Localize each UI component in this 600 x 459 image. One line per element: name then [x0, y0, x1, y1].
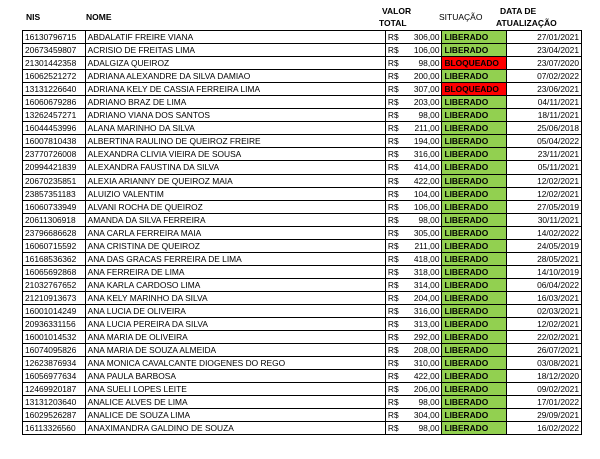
- situacao-cell: BLOQUEADO: [442, 83, 507, 96]
- data-cell: 24/05/2019: [507, 239, 582, 252]
- situacao-cell: LIBERADO: [442, 278, 507, 291]
- valor-cell: 98,00: [400, 396, 442, 409]
- currency-cell: R$: [385, 161, 400, 174]
- valor-cell: 211,00: [400, 239, 442, 252]
- nome-cell: ALEXANDRA CLIVIA VIEIRA DE SOUSA: [85, 148, 385, 161]
- data-cell: 07/02/2022: [507, 70, 582, 83]
- nis-cell: 16044453996: [23, 122, 86, 135]
- nis-cell: 16060679286: [23, 96, 86, 109]
- valor-cell: 211,00: [400, 122, 442, 135]
- data-cell: 03/08/2021: [507, 357, 582, 370]
- valor-cell: 318,00: [400, 265, 442, 278]
- table-row: [23, 370, 582, 383]
- situacao-cell: LIBERADO: [442, 70, 507, 83]
- table-row: [23, 291, 582, 304]
- situacao-cell: LIBERADO: [442, 96, 507, 109]
- situacao-cell: LIBERADO: [442, 109, 507, 122]
- currency-cell: R$: [385, 213, 400, 226]
- valor-cell: 292,00: [400, 331, 442, 344]
- nome-cell: ANA CRISTINA DE QUEIROZ: [85, 239, 385, 252]
- table-row: [23, 396, 582, 409]
- data-cell: 12/02/2021: [507, 318, 582, 331]
- data-cell: 30/11/2021: [507, 213, 582, 226]
- situacao-cell: LIBERADO: [442, 187, 507, 200]
- table-row: [23, 109, 582, 122]
- situacao-cell: LIBERADO: [442, 291, 507, 304]
- header-total: TOTAL: [379, 18, 407, 28]
- nome-cell: ALANA MARINHO DA SILVA: [85, 122, 385, 135]
- data-cell: 22/02/2021: [507, 331, 582, 344]
- valor-cell: 307,00: [400, 83, 442, 96]
- header-nome: NOME: [86, 12, 112, 22]
- data-cell: 29/09/2021: [507, 409, 582, 422]
- situacao-cell: LIBERADO: [442, 148, 507, 161]
- nome-cell: ADRIANO BRAZ DE LIMA: [85, 96, 385, 109]
- table-row: [23, 422, 582, 435]
- nis-cell: 23796686628: [23, 226, 86, 239]
- nis-cell: 21301442358: [23, 57, 86, 70]
- situacao-cell: LIBERADO: [442, 200, 507, 213]
- nis-cell: 16060733949: [23, 200, 86, 213]
- currency-cell: R$: [385, 383, 400, 396]
- data-cell: 12/02/2021: [507, 174, 582, 187]
- currency-cell: R$: [385, 96, 400, 109]
- data-cell: 25/06/2018: [507, 122, 582, 135]
- nome-cell: ANA CARLA FERREIRA MAIA: [85, 226, 385, 239]
- currency-cell: R$: [385, 70, 400, 83]
- valor-cell: 304,00: [400, 409, 442, 422]
- nis-cell: 20670235851: [23, 174, 86, 187]
- table-row: [23, 161, 582, 174]
- currency-cell: R$: [385, 109, 400, 122]
- valor-cell: 316,00: [400, 304, 442, 317]
- table-row: [23, 318, 582, 331]
- valor-cell: 414,00: [400, 161, 442, 174]
- valor-cell: 313,00: [400, 318, 442, 331]
- currency-cell: R$: [385, 187, 400, 200]
- valor-cell: 422,00: [400, 174, 442, 187]
- situacao-cell: LIBERADO: [442, 252, 507, 265]
- valor-cell: 106,00: [400, 200, 442, 213]
- valor-cell: 98,00: [400, 213, 442, 226]
- situacao-cell: LIBERADO: [442, 122, 507, 135]
- data-cell: 23/06/2021: [507, 83, 582, 96]
- valor-cell: 305,00: [400, 226, 442, 239]
- currency-cell: R$: [385, 344, 400, 357]
- data-cell: 23/07/2020: [507, 57, 582, 70]
- situacao-cell: LIBERADO: [442, 226, 507, 239]
- nis-cell: 16130796715: [23, 31, 86, 44]
- valor-cell: 208,00: [400, 344, 442, 357]
- data-cell: 18/11/2021: [507, 109, 582, 122]
- situacao-cell: LIBERADO: [442, 135, 507, 148]
- table-row: [23, 96, 582, 109]
- table-row: [23, 409, 582, 422]
- table-row: [23, 31, 582, 44]
- valor-cell: 314,00: [400, 278, 442, 291]
- currency-cell: R$: [385, 265, 400, 278]
- header-data: DATA DE: [500, 6, 537, 16]
- valor-cell: 310,00: [400, 357, 442, 370]
- nis-cell: 16007810438: [23, 135, 86, 148]
- situacao-cell: LIBERADO: [442, 344, 507, 357]
- data-cell: 05/11/2021: [507, 161, 582, 174]
- data-cell: 06/04/2022: [507, 278, 582, 291]
- nis-cell: 23770726008: [23, 148, 86, 161]
- header-situacao: SITUAÇÃO: [439, 12, 483, 22]
- currency-cell: R$: [385, 135, 400, 148]
- nome-cell: ANA MONICA CAVALCANTE DIOGENES DO REGO: [85, 357, 385, 370]
- nis-cell: 16168536362: [23, 252, 86, 265]
- nome-cell: ANA FERREIRA DE LIMA: [85, 265, 385, 278]
- nome-cell: ANA KELY MARINHO DA SILVA: [85, 291, 385, 304]
- header-atualizacao: ATUALIZAÇÃO: [496, 18, 557, 28]
- nis-cell: 16060715592: [23, 239, 86, 252]
- valor-cell: 98,00: [400, 422, 442, 435]
- valor-cell: 316,00: [400, 148, 442, 161]
- table-row: [23, 57, 582, 70]
- situacao-cell: LIBERADO: [442, 213, 507, 226]
- currency-cell: R$: [385, 200, 400, 213]
- data-cell: 02/03/2021: [507, 304, 582, 317]
- records-body: [23, 31, 582, 435]
- table-row: [23, 200, 582, 213]
- currency-cell: R$: [385, 226, 400, 239]
- table-row: [23, 278, 582, 291]
- nis-cell: 13131226640: [23, 83, 86, 96]
- situacao-cell: LIBERADO: [442, 265, 507, 278]
- table-row: [23, 187, 582, 200]
- nis-cell: 21032767652: [23, 278, 86, 291]
- data-cell: 27/01/2021: [507, 31, 582, 44]
- table-row: [23, 304, 582, 317]
- nis-cell: 16065692868: [23, 265, 86, 278]
- data-cell: 05/04/2022: [507, 135, 582, 148]
- nis-cell: 13131203640: [23, 396, 86, 409]
- situacao-cell: LIBERADO: [442, 174, 507, 187]
- nome-cell: ANA MARIA DE SOUZA ALMEIDA: [85, 344, 385, 357]
- currency-cell: R$: [385, 331, 400, 344]
- valor-cell: 422,00: [400, 370, 442, 383]
- currency-cell: R$: [385, 174, 400, 187]
- situacao-cell: LIBERADO: [442, 31, 507, 44]
- currency-cell: R$: [385, 304, 400, 317]
- table-row: [23, 148, 582, 161]
- nome-cell: ALEXIA ARIANNY DE QUEIROZ MAIA: [85, 174, 385, 187]
- valor-cell: 98,00: [400, 57, 442, 70]
- data-cell: 27/05/2019: [507, 200, 582, 213]
- currency-cell: R$: [385, 239, 400, 252]
- situacao-cell: LIBERADO: [442, 409, 507, 422]
- nome-cell: ALVANI ROCHA DE QUEIROZ: [85, 200, 385, 213]
- valor-cell: 204,00: [400, 291, 442, 304]
- nis-cell: 23857351183: [23, 187, 86, 200]
- table-row: [23, 265, 582, 278]
- table-row: [23, 344, 582, 357]
- nis-cell: 16062521272: [23, 70, 86, 83]
- nis-cell: 16113326560: [23, 422, 86, 435]
- nis-cell: 16001014249: [23, 304, 86, 317]
- header-nis: NIS: [26, 12, 41, 22]
- data-cell: 04/11/2021: [507, 96, 582, 109]
- table-row: [23, 83, 582, 96]
- table-row: [23, 383, 582, 396]
- situacao-cell: LIBERADO: [442, 318, 507, 331]
- nome-cell: ANA SUELI LOPES LEITE: [85, 383, 385, 396]
- currency-cell: R$: [385, 370, 400, 383]
- currency-cell: R$: [385, 396, 400, 409]
- nome-cell: ABDALATIF FREIRE VIANA: [85, 31, 385, 44]
- nis-cell: 20936331156: [23, 318, 86, 331]
- nome-cell: ANA PAULA BARBOSA: [85, 370, 385, 383]
- data-cell: 12/02/2021: [507, 187, 582, 200]
- nome-cell: ADRIANA KELY DE CASSIA FERREIRA LIMA: [85, 83, 385, 96]
- nome-cell: ANAXIMANDRA GALDINO DE SOUZA: [85, 422, 385, 435]
- table-row: [23, 70, 582, 83]
- table-row: [23, 357, 582, 370]
- nome-cell: ALEXANDRA FAUSTINA DA SILVA: [85, 161, 385, 174]
- nome-cell: ANALICE DE SOUZA LIMA: [85, 409, 385, 422]
- data-cell: 23/04/2021: [507, 44, 582, 57]
- valor-cell: 98,00: [400, 109, 442, 122]
- currency-cell: R$: [385, 44, 400, 57]
- nome-cell: ADALGIZA QUEIROZ: [85, 57, 385, 70]
- currency-cell: R$: [385, 357, 400, 370]
- valor-cell: 306,00: [400, 31, 442, 44]
- valor-cell: 104,00: [400, 187, 442, 200]
- data-cell: 18/12/2020: [507, 370, 582, 383]
- data-cell: 09/02/2021: [507, 383, 582, 396]
- table-row: [23, 331, 582, 344]
- currency-cell: R$: [385, 122, 400, 135]
- table-row: [23, 226, 582, 239]
- nome-cell: ADRIANA ALEXANDRE DA SILVA DAMIAO: [85, 70, 385, 83]
- currency-cell: R$: [385, 148, 400, 161]
- currency-cell: R$: [385, 422, 400, 435]
- situacao-cell: LIBERADO: [442, 161, 507, 174]
- data-cell: 28/05/2021: [507, 252, 582, 265]
- nome-cell: ANA DAS GRACAS FERREIRA DE LIMA: [85, 252, 385, 265]
- situacao-cell: LIBERADO: [442, 304, 507, 317]
- currency-cell: R$: [385, 83, 400, 96]
- table-row: [23, 122, 582, 135]
- nis-cell: 12623876934: [23, 357, 86, 370]
- nis-cell: 16074095826: [23, 344, 86, 357]
- table-row: [23, 252, 582, 265]
- nis-cell: 16001014532: [23, 331, 86, 344]
- nis-cell: 12469920187: [23, 383, 86, 396]
- data-cell: 26/07/2021: [507, 344, 582, 357]
- valor-cell: 194,00: [400, 135, 442, 148]
- nome-cell: AMANDA DA SILVA FERREIRA: [85, 213, 385, 226]
- nis-cell: 20611306918: [23, 213, 86, 226]
- nis-cell: 20994421839: [23, 161, 86, 174]
- table-row: [23, 239, 582, 252]
- nome-cell: ANA KARLA CARDOSO LIMA: [85, 278, 385, 291]
- situacao-cell: LIBERADO: [442, 370, 507, 383]
- currency-cell: R$: [385, 278, 400, 291]
- table-row: [23, 213, 582, 226]
- situacao-cell: LIBERADO: [442, 44, 507, 57]
- records-table: [22, 30, 582, 435]
- nome-cell: ALBERTINA RAULINO DE QUEIROZ FREIRE: [85, 135, 385, 148]
- data-cell: 14/10/2019: [507, 265, 582, 278]
- nis-cell: 13262457271: [23, 109, 86, 122]
- situacao-cell: BLOQUEADO: [442, 57, 507, 70]
- valor-cell: 200,00: [400, 70, 442, 83]
- valor-cell: 418,00: [400, 252, 442, 265]
- header-valor: VALOR: [382, 6, 412, 16]
- currency-cell: R$: [385, 318, 400, 331]
- nis-cell: 20673459807: [23, 44, 86, 57]
- nis-cell: 16056977634: [23, 370, 86, 383]
- currency-cell: R$: [385, 291, 400, 304]
- nis-cell: 21210913673: [23, 291, 86, 304]
- nome-cell: ACRISIO DE FREITAS LIMA: [85, 44, 385, 57]
- data-cell: 17/01/2022: [507, 396, 582, 409]
- table-row: [23, 44, 582, 57]
- nis-cell: 16029526287: [23, 409, 86, 422]
- table-row: [23, 174, 582, 187]
- data-cell: 16/02/2022: [507, 422, 582, 435]
- currency-cell: R$: [385, 31, 400, 44]
- situacao-cell: LIBERADO: [442, 357, 507, 370]
- currency-cell: R$: [385, 57, 400, 70]
- nome-cell: ANALICE ALVES DE LIMA: [85, 396, 385, 409]
- data-cell: 23/11/2021: [507, 148, 582, 161]
- situacao-cell: LIBERADO: [442, 396, 507, 409]
- header-row: [22, 0, 582, 30]
- data-cell: 14/02/2022: [507, 226, 582, 239]
- currency-cell: R$: [385, 252, 400, 265]
- situacao-cell: LIBERADO: [442, 422, 507, 435]
- situacao-cell: LIBERADO: [442, 383, 507, 396]
- valor-cell: 203,00: [400, 96, 442, 109]
- situacao-cell: LIBERADO: [442, 239, 507, 252]
- nome-cell: ANA LUCIA DE OLIVEIRA: [85, 304, 385, 317]
- table-row: [23, 135, 582, 148]
- nome-cell: ALUIZIO VALENTIM: [85, 187, 385, 200]
- currency-cell: R$: [385, 409, 400, 422]
- nome-cell: ANA MARIA DE OLIVEIRA: [85, 331, 385, 344]
- nome-cell: ADRIANO VIANA DOS SANTOS: [85, 109, 385, 122]
- nome-cell: ANA LUCIA PEREIRA DA SILVA: [85, 318, 385, 331]
- valor-cell: 106,00: [400, 44, 442, 57]
- data-cell: 16/03/2021: [507, 291, 582, 304]
- situacao-cell: LIBERADO: [442, 331, 507, 344]
- spreadsheet: [22, 0, 582, 435]
- valor-cell: 206,00: [400, 383, 442, 396]
